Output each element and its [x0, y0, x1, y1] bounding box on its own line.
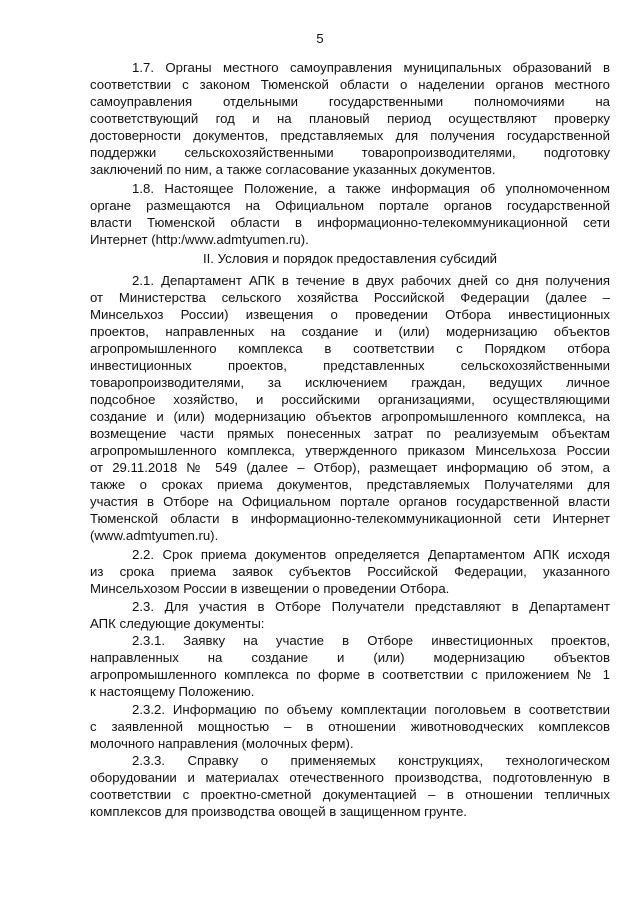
text-line: проектов, направленных на создание и (или) модернизацию объектов [90, 324, 610, 339]
text-line: от 29.11.2018 № 549 (далее – Отбор), размещает информацию об этом, а [90, 460, 610, 475]
text-line: агропромышленного комплекса по форме в соответствии с приложением № 1 [90, 667, 610, 682]
text-line: с заявленной мощностью – в отношении животноводческих комплексов [90, 719, 610, 734]
text-line: инвестиционных проектов, представленных сельскохозяйственными [90, 358, 610, 373]
text-line: поддержки сельскохозяйственными товаропроизводителями, подготовку [90, 145, 610, 160]
text-line: 1.7. Органы местного самоуправления муниципальных образований в [132, 60, 610, 75]
text-line: от Министерства сельского хозяйства Российской Федерации (далее – [90, 290, 610, 305]
text-line: к настоящему Положению. [90, 684, 255, 699]
text-line: соответствии с проектно-сметной документацией – в отношении тепличных [90, 787, 610, 802]
text-line: соответствии с законом Тюменской области о наделении органов местного [90, 77, 610, 92]
text-line: создание и (или) модернизацию объектов агропромышленного комплекса, на [90, 409, 610, 424]
text-line: (www.admtyumen.ru). [90, 528, 219, 543]
text-line: Интернет (http:/www.admtyumen.ru). [90, 232, 309, 247]
text-line: соответствующий год и на плановый период осуществляют проверку [90, 111, 610, 126]
text-line: Тюменской области в информационно-телекоммуникационной сети Интернет [90, 511, 610, 526]
text-line: органе размещаются на Официальном портале органов государственной [90, 198, 610, 213]
text-line: 2.3.3. Справку о применяемых конструкциях, технологическом [132, 753, 610, 768]
text-line: 2.3. Для участия в Отборе Получатели представляют в Департамент [132, 599, 610, 614]
text-line: подсобное хозяйство, и российскими организациями, осуществляющими [90, 392, 610, 407]
text-line: 2.2. Срок приема документов определяется Департаментом АПК исходя [132, 547, 610, 562]
text-line: комплексов для производства овощей в защищенном грунте. [90, 804, 467, 819]
text-line: товаропроизводителями, за исключением граждан, ведущих личное [90, 375, 610, 390]
text-line: агропромышленного комплекса в соответствии с Порядком отбора [90, 341, 610, 356]
text-line: II. Условия и порядок предоставления субсидий [202, 251, 498, 266]
text-line: также о сроках приема документов, представляемых Получателями для [90, 477, 610, 492]
text-line: участия в Отборе на Официальном портале органов государственной власти [90, 494, 610, 509]
text-line: агропромышленного комплекса, утвержденного приказом Минсельхоза России [90, 443, 610, 458]
text-line: 2.3.1. Заявку на участие в Отборе инвестиционных проектов, [132, 633, 610, 648]
text-line: Минсельхозом России в извещении о проведении Отбора. [90, 581, 450, 596]
text-line: возмещение части прямых понесенных затрат по реализуемым объектам [90, 426, 610, 441]
text-line: заключений по ним, а также согласование указанных документов. [90, 162, 496, 177]
text-line: молочного направления (молочных ферм). [90, 736, 354, 751]
text-line: власти Тюменской области в информационно-телекоммуникационной сети [90, 215, 610, 230]
text-line: Минсельхоз России) извещения о проведении Отбора инвестиционных [90, 307, 610, 322]
text-line: самоуправления отдельными государственными полномочиями на [90, 94, 610, 109]
text-line: 2.3.2. Информацию по объему комплектации поголовьем в соответствии [132, 702, 610, 717]
text-line: из срока приема заявок субъектов Российской Федерации, указанного [90, 564, 610, 579]
text-line: 2.1. Департамент АПК в течение в двух рабочих дней со дня получения [132, 273, 610, 288]
text-line: направленных на создание и (или) модернизацию объектов [90, 650, 610, 665]
text-line: 1.8. Настоящее Положение, а также информация об уполномоченном [132, 181, 610, 196]
text-line: оборудовании и материалах отечественного производства, подготовленную в [90, 770, 610, 785]
page-number: 5 [316, 31, 324, 46]
text-line: АПК следующие документы: [90, 616, 265, 631]
text-line: достоверности документов, представляемых для получения государственной [90, 128, 610, 143]
